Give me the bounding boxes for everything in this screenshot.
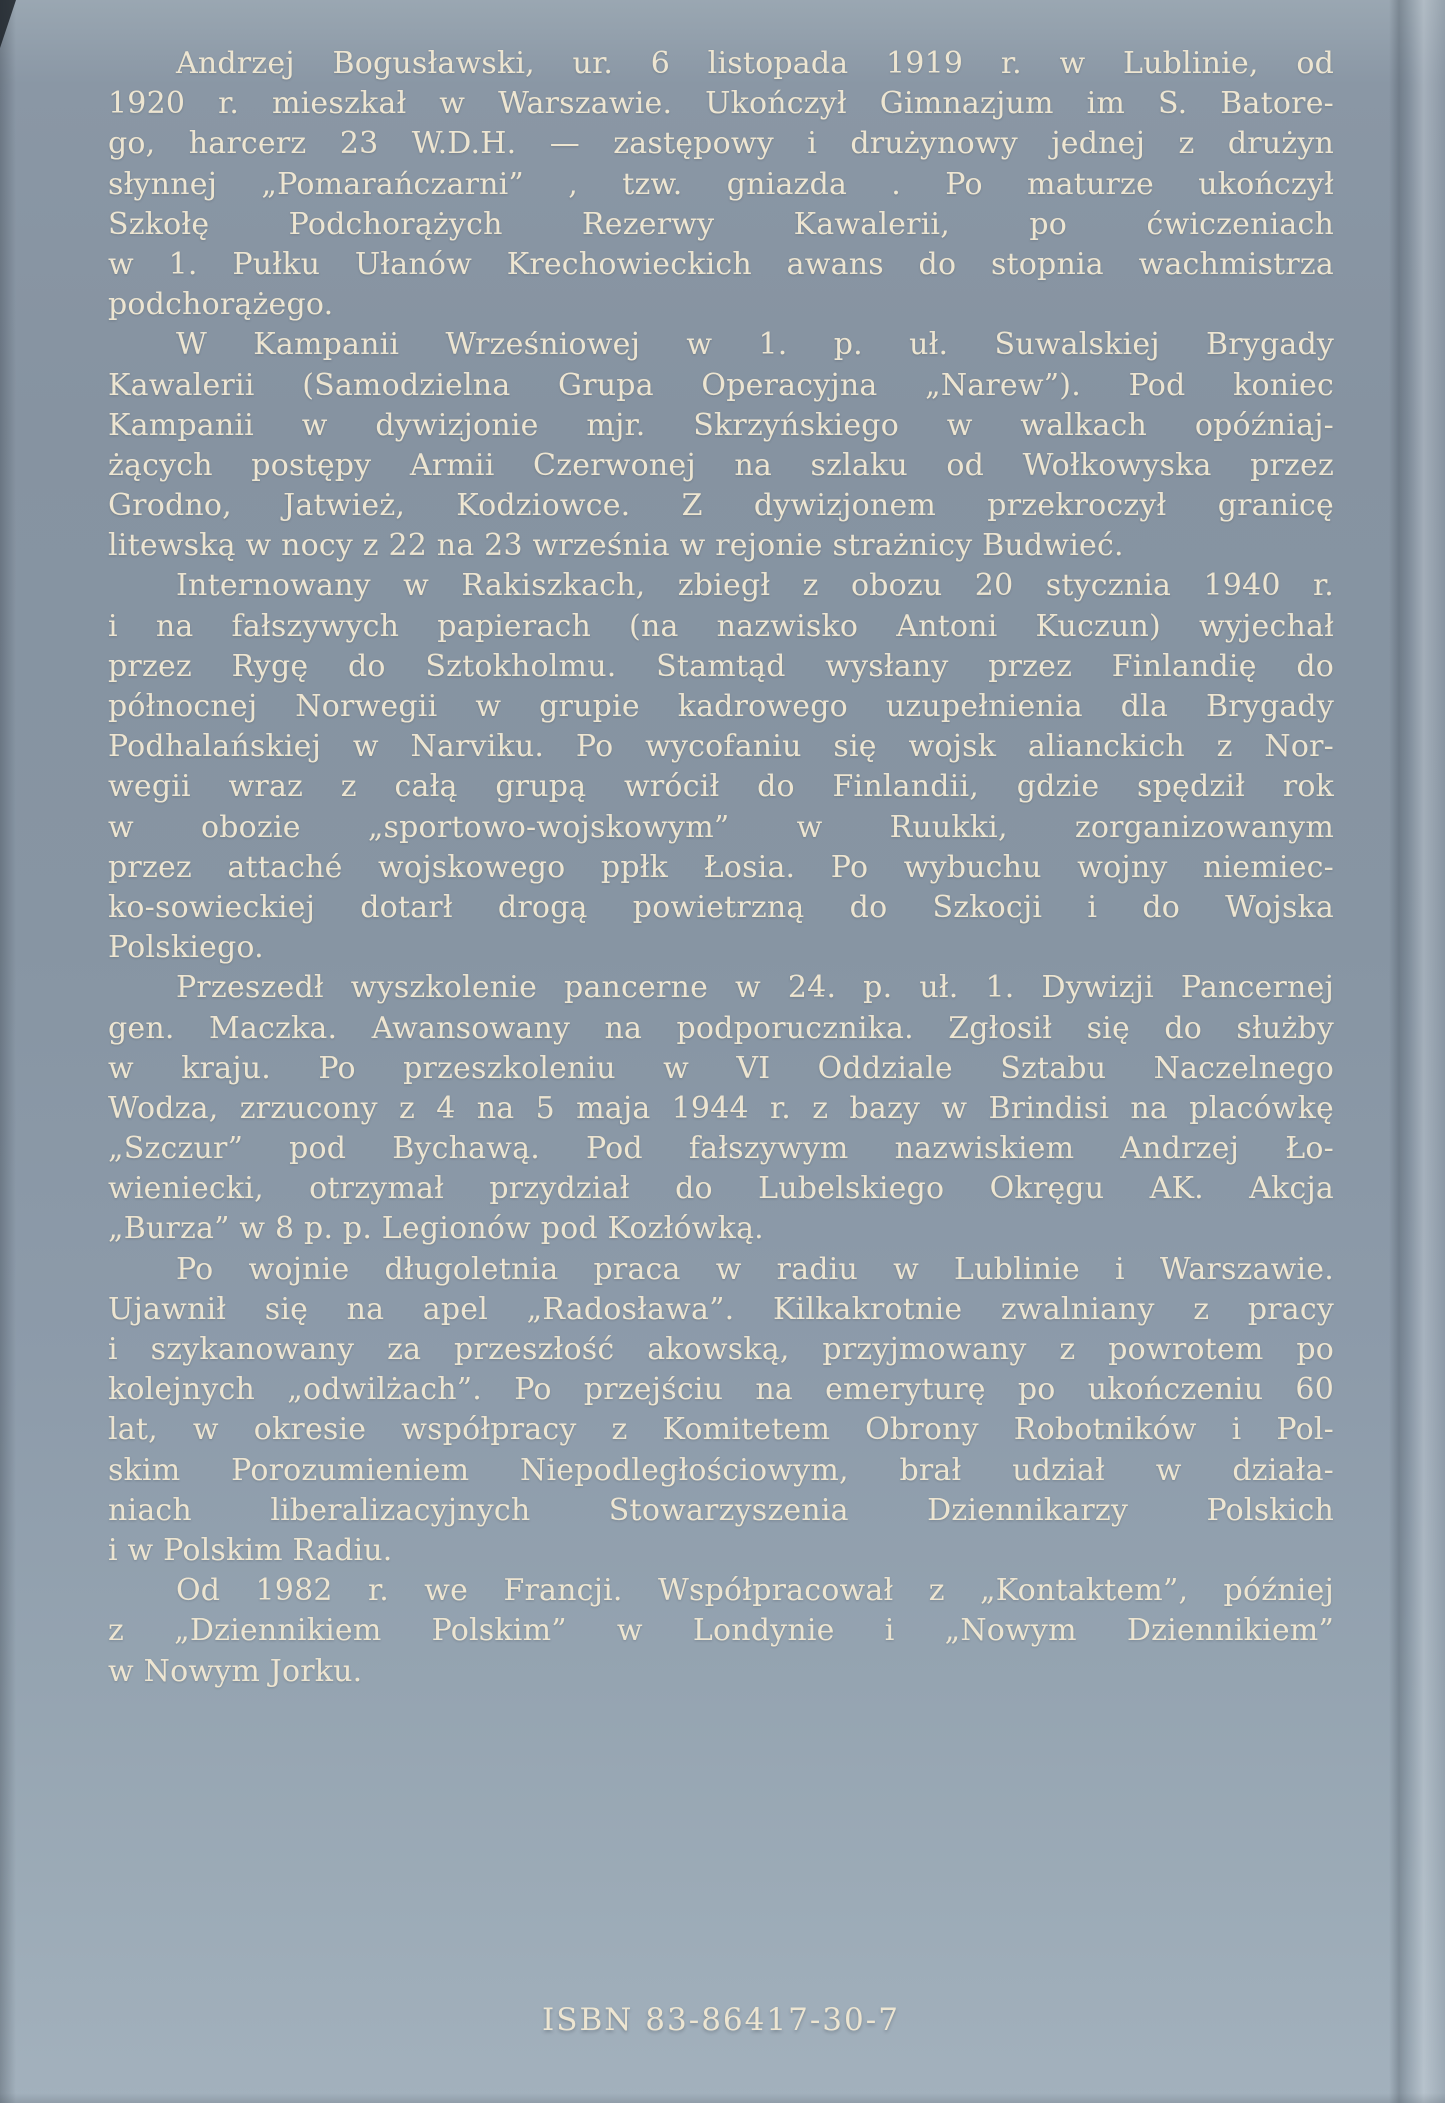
biography-line: północnej Norwegii w grupie kadrowego uzupełnienia dla Brygady xyxy=(108,689,1334,724)
biography-line: „Szczur” pod Bychawą. Pod fałszywym nazwiskiem Andrzej Ło- xyxy=(108,1131,1334,1167)
biography-line: W Kampanii Wrześniowej w 1. p. uł. Suwalskiej Brygady xyxy=(176,327,1334,363)
biography-line: gen. Maczka. Awansowany na podporucznika. Zgłosił się do służby xyxy=(108,1010,1334,1046)
biography-line: „Burza” w 8 p. p. Legionów pod Kozłówką. xyxy=(108,1211,764,1247)
biography-line: Szkołę Podchorążych Rezerwy Kawalerii, po ćwiczeniach xyxy=(108,206,1334,242)
biography-paragraph xyxy=(108,566,1334,968)
biography-line: Internowany w Rakiszkach, zbiegł z obozu 20 stycznia 1940 r. xyxy=(176,568,1334,604)
biography-line: w 1. Pułku Ułanów Krechowieckich awans do stopnia wachmistrza xyxy=(108,246,1334,282)
isbn-text: ISBN 83-86417-30-7 xyxy=(542,2002,900,2038)
biography-line: w kraju. Po przeszkoleniu w VI Oddziale Sztabu Naczelnego xyxy=(108,1050,1334,1086)
biography-line: wieniecki, otrzymał przydział do Lubelskiego Okręgu AK. Akcja xyxy=(108,1171,1334,1207)
biography-line: żących postępy Armii Czerwonej na szlaku od Wołkowyska przez xyxy=(108,447,1334,483)
biography-line: go, harcerz 23 W.D.H. — zastępowy i drużynowy jednej z drużyn xyxy=(108,126,1334,162)
biography-line: Wodza, zrzucony z 4 na 5 maja 1944 r. z bazy w Brindisi na placówkę xyxy=(108,1090,1334,1126)
biography-line: w Nowym Jorku. xyxy=(108,1653,363,1689)
biography-paragraph xyxy=(108,44,1334,325)
biography-line: Andrzej Bogusławski, ur. 6 listopada 1919 r. w Lublinie, od xyxy=(176,46,1334,81)
biography-line: Od 1982 r. we Francji. Współpracował z „Kontaktem”, później xyxy=(176,1573,1334,1609)
photo-corner-shadow xyxy=(0,0,16,48)
biography-line: 1920 r. mieszkał w Warszawie. Ukończył Gimnazjum im S. Batore- xyxy=(108,86,1334,122)
biography-paragraph xyxy=(108,325,1334,566)
biography-paragraph xyxy=(108,968,1334,1249)
biography-line: wegii wraz z całą grupą wrócił do Finlandii, gdzie spędził rok xyxy=(108,769,1334,805)
biography-line: słynnej „Pomarańczarni” , tzw. gniazda . Po maturze ukończył xyxy=(108,166,1334,202)
biography-line: Grodno, Jatwież, Kodziowce. Z dywizjonem przekroczył granicę xyxy=(108,488,1334,524)
biography-line: kolejnych „odwilżach”. Po przejściu na emeryturę po ukończeniu 60 xyxy=(108,1372,1334,1408)
biography-line: lat, w okresie współpracy z Komitetem Obrony Robotników i Pol- xyxy=(108,1412,1334,1448)
biography-text xyxy=(108,44,1334,1692)
biography-line: i w Polskim Radiu. xyxy=(108,1532,393,1568)
bottom-edge-shadow xyxy=(0,2093,1445,2103)
biography-paragraph xyxy=(108,1250,1334,1572)
biography-line: Kawalerii (Samodzielna Grupa Operacyjna „Narew”). Pod koniec xyxy=(108,367,1334,403)
left-edge-shadow xyxy=(0,0,16,2103)
biography-line: przez attaché wojskowego ppłk Łosia. Po wybuchu wojny niemiec- xyxy=(108,849,1334,885)
biography-line: i szykanowany za przeszłość akowską, przyjmowany z powrotem po xyxy=(108,1332,1334,1367)
biography-line: Ujawnił się na apel „Radosława”. Kilkakrotnie zwalniany z pracy xyxy=(108,1291,1334,1327)
biography-line: Po wojnie długoletnia praca w radiu w Lublinie i Warszawie. xyxy=(176,1251,1334,1287)
biography-line: i na fałszywych papierach (na nazwisko Antoni Kuczun) wyjechał xyxy=(108,608,1334,644)
biography-paragraph xyxy=(108,1571,1334,1692)
biography-line: niach liberalizacyjnych Stowarzyszenia Dziennikarzy Polskich xyxy=(108,1492,1334,1528)
biography-line: Podhalańskiej w Narviku. Po wycofaniu się wojsk alianckich z Nor- xyxy=(108,729,1334,765)
biography-line: Kampanii w dywizjonie mjr. Skrzyńskiego w walkach opóźniaj- xyxy=(108,407,1334,443)
biography-line: w obozie „sportowo-wojskowym” w Ruukki, zorganizowanym xyxy=(108,809,1334,845)
biography-line: podchorążego. xyxy=(108,287,334,323)
biography-line: Polskiego. xyxy=(108,930,264,966)
page-edge-highlight xyxy=(1389,0,1445,2103)
biography-line: ko-sowieckiej dotarł drogą powietrzną do Szkocji i do Wojska xyxy=(108,889,1334,925)
biography-line: litewską w nocy z 22 na 23 września w rejonie strażnicy Budwieć. xyxy=(108,528,1124,564)
biography-line: Przeszedł wyszkolenie pancerne w 24. p. uł. 1. Dywizji Pancernej xyxy=(176,970,1334,1006)
biography-line: przez Rygę do Sztokholmu. Stamtąd wysłany przez Finlandię do xyxy=(108,648,1334,684)
biography-line: skim Porozumieniem Niepodległościowym, brał udział w działa- xyxy=(108,1452,1334,1488)
biography-line: z „Dziennikiem Polskim” w Londynie i „Nowym Dziennikiem” xyxy=(108,1613,1334,1649)
